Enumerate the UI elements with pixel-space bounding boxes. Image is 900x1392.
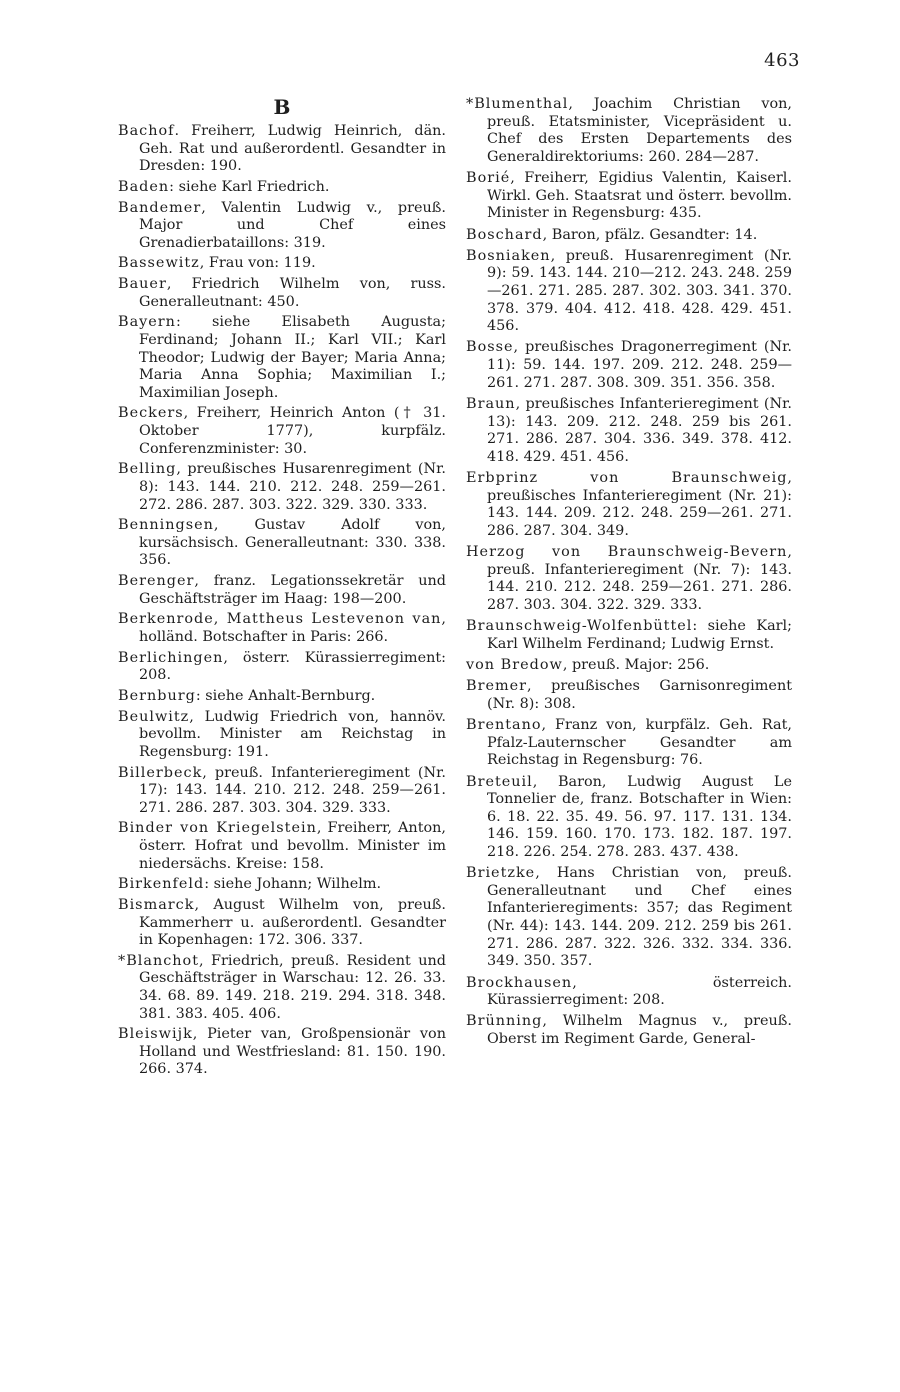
- entry-term: Brockhausen: [466, 974, 573, 991]
- entry-text: , preußisches Garnisonregiment (Nr. 8): 308.: [487, 678, 792, 712]
- entry-term: Bosse: [466, 339, 514, 356]
- index-entry: [118, 314, 446, 402]
- entry-term: Boschard: [466, 226, 543, 243]
- entry-term: von Bredow: [466, 657, 563, 673]
- entry-term: Borié: [466, 170, 511, 187]
- letter-heading: B: [273, 95, 291, 119]
- entry-text: : siehe Karl; Karl Wilhelm Ferdinand; Ludwig Ernst.: [487, 618, 792, 652]
- entry-text: , preußisches Infanterieregiment (Nr. 21): 143. 144. 209. 212. 248. 259—261. 271. 286. 287. 304. 349.: [487, 470, 792, 539]
- index-entry: [466, 470, 792, 540]
- entry-term: Berenger: [118, 573, 195, 590]
- entry-text: , Baron, Ludwig August Le Tonnelier de, franz. Botschafter in Wien: 6. 18. 22. 35. 49. 56. 97. 117. 131. 134. 146. 159. 160. 170. 173. 182. 187. 197. 218. 226. 254. 278. 283. 437. 438.: [487, 773, 792, 860]
- index-entry: [118, 897, 446, 950]
- index-entry: [118, 255, 446, 273]
- entry-term: Brietzke: [466, 865, 536, 882]
- index-entry: [466, 248, 792, 336]
- right-column: [466, 96, 792, 1052]
- entry-term: Bayern: [118, 314, 176, 331]
- entry-text: , österr. Kürassierregiment: 208.: [139, 649, 446, 684]
- entry-text: , Gustav Adolf von, kursächsisch. Generalleutnant: 330. 338. 356.: [139, 517, 446, 569]
- index-entry: [118, 820, 446, 873]
- entry-term: Braun: [466, 395, 516, 412]
- entry-term: Bleiswijk: [118, 1026, 193, 1043]
- entry-text: , Frau von: 119.: [199, 255, 316, 272]
- entry-text: , Baron, pfälz. Gesandter: 14.: [542, 226, 758, 243]
- index-entry: [118, 276, 446, 311]
- index-entry: [466, 865, 792, 971]
- entry-text: , Hans Christian von, preuß. Generalleutnant und Chef eines Infanterieregiments: 357; das Regiment (Nr. 44): 143. 144. 209. 212. 259 bis 261. 271. 286. 287. 322. 326. 332. 334. 336. 349. 350. 357.: [487, 865, 792, 970]
- index-entry: [118, 709, 446, 762]
- entry-term: Bassewitz: [118, 255, 200, 272]
- index-entry: [466, 618, 792, 653]
- entry-term: Binder von Kriegelstein: [118, 820, 317, 837]
- index-entry: [466, 170, 792, 223]
- entry-text: , preuß. Husarenregiment (Nr. 9): 59. 143. 144. 210—212. 243. 248. 259—261. 271. 285. 287. 302. 303. 341. 370. 378. 379. 404. 412. 418. 428. 429. 451. 456.: [487, 247, 792, 335]
- index-entry: [118, 461, 446, 514]
- entry-term: *Blanchot: [118, 952, 199, 969]
- entry-term: Bachof: [118, 123, 175, 139]
- entry-term: Brünning: [466, 1013, 543, 1030]
- index-entry: [466, 227, 792, 245]
- entry-text: , preuß. Major: 256.: [562, 657, 710, 673]
- entry-term: Braunschweig-Wolfenbüttel: [466, 618, 693, 635]
- entry-text: : siehe Karl Friedrich.: [169, 178, 330, 195]
- entry-term: Bismarck: [118, 896, 195, 913]
- entry-term: Berlichingen: [118, 649, 224, 666]
- entry-term: Bosniaken: [466, 247, 551, 264]
- index-entry: [118, 573, 446, 608]
- entry-text: , preuß. Infanterieregiment (Nr. 17): 143. 144. 210. 212. 248. 259—261. 271. 286. 287. 303. 304. 329. 333.: [139, 764, 446, 816]
- index-entry: [466, 544, 792, 614]
- entry-term: Birkenfeld: [118, 876, 205, 893]
- index-entry: [466, 339, 792, 392]
- entry-term: Bremer: [466, 678, 528, 695]
- entry-text: : siehe Johann; Wilhelm.: [204, 876, 382, 893]
- index-entry: [466, 1013, 792, 1048]
- entry-text: , Joachim Christian von, preuß. Etatsminister, Vicepräsident u. Chef des Ersten Departements des Generaldirektoriums: 260. 284—287.: [487, 96, 792, 165]
- index-entry: [118, 123, 446, 176]
- entry-text: . Freiherr, Ludwig Heinrich, dän. Geh. Rat und außerordentl. Gesandter in Dresden: 190.: [139, 123, 446, 175]
- entry-text: , Pieter van, Großpensionär von Holland und Westfriesland: 81. 150. 190. 266. 374.: [139, 1026, 446, 1078]
- index-entry: [118, 179, 446, 197]
- entry-term: Baden: [118, 178, 170, 195]
- entry-term: Benningsen: [118, 517, 214, 534]
- entry-term: Belling: [118, 461, 177, 478]
- entry-text: , preußisches Husarenregiment (Nr. 8): 143. 144. 210. 212. 248. 259—261. 272. 286. 287. 303. 322. 329. 330. 333.: [139, 461, 446, 513]
- entry-term: Herzog von Braunschweig-Bevern: [466, 544, 788, 561]
- entry-text: , Friedrich, preuß. Resident und Geschäftsträger in Warschau: 12. 26. 33. 34. 68. 89. 149. 218. 219. 294. 318. 348. 381. 383. 405. 406.: [139, 952, 446, 1022]
- entry-text: , Franz von, kurpfälz. Geh. Rat, Pfalz-Lauternscher Gesandter am Reichstag in Regensburg: 76.: [487, 717, 792, 769]
- page-number: 463: [764, 50, 800, 71]
- entry-text: , österreich. Kürassierregiment: 208.: [487, 974, 792, 1009]
- entry-text: , Freiherr, Heinrich Anton († 31. Oktober 1777), kurpfälz. Conferenzminister: 30.: [139, 405, 446, 457]
- entry-term: Berkenrode, Mattheus Lestevenon van: [118, 611, 442, 628]
- entry-text: , Valentin Ludwig v., preuß. Major und Chef eines Grenadierbataillons: 319.: [139, 199, 446, 251]
- index-entry: [466, 774, 792, 862]
- index-entry: [118, 200, 446, 253]
- left-entry-list: [118, 123, 446, 1079]
- right-entry-list: [466, 96, 792, 1049]
- entry-term: Billerbeck: [118, 764, 203, 781]
- index-entry: [118, 1026, 446, 1079]
- index-entry: [466, 717, 792, 770]
- entry-text: , franz. Legationssekretär und Geschäftsträger im Haag: 198—200.: [139, 573, 446, 607]
- entry-text: , Freiherr, Egidius Valentin, Kaiserl. Wirkl. Geh. Staatsrat und österr. bevollm. Minister in Regensburg: 435.: [487, 170, 792, 222]
- entry-text: : siehe Anhalt-Bernburg.: [195, 687, 376, 704]
- index-entry: [118, 765, 446, 818]
- entry-term: Bandemer: [118, 199, 202, 216]
- index-entry: [466, 678, 792, 713]
- index-entry: [466, 657, 792, 675]
- index-entry: [118, 650, 446, 685]
- entry-term: Bauer: [118, 276, 167, 293]
- index-entry: [118, 405, 446, 458]
- entry-term: Bernburg: [118, 687, 196, 704]
- entry-text: , Freiherr, Anton, österr. Hofrat und bevollm. Minister im niedersächs. Kreise: 158.: [139, 820, 446, 872]
- index-entry: [118, 611, 446, 646]
- entry-text: , preuß. Infanterieregiment (Nr. 7): 143. 144. 210. 212. 248. 259—261. 271. 286. 287. 303. 304. 322. 329. 333.: [487, 544, 792, 613]
- entry-text: : siehe Elisabeth Augusta; Ferdinand; Johann II.; Karl VII.; Karl Theodor; Ludwig der Bayer; Maria Anna; Maria Anna Sophia; Maximilian I.; Maximilian Joseph.: [139, 314, 446, 401]
- index-entry: [118, 953, 446, 1023]
- index-entry: [118, 688, 446, 706]
- entry-term: Breteuil: [466, 773, 533, 790]
- entry-term: Beckers: [118, 405, 184, 422]
- entry-text: , Wilhelm Magnus v., preuß. Oberst im Regiment Garde, General-: [487, 1013, 792, 1047]
- entry-text: , holländ. Botschafter in Paris: 266.: [139, 611, 446, 645]
- entry-text: , preußisches Dragonerregiment (Nr. 11): 59. 144. 197. 209. 212. 248. 259—261. 271. 287. 308. 309. 351. 356. 358.: [487, 339, 792, 391]
- entry-text: , Friedrich Wilhelm von, russ. Generalleutnant: 450.: [139, 276, 446, 310]
- index-entry: [466, 975, 792, 1010]
- entry-text: , preußisches Infanterieregiment (Nr. 13): 143. 209. 212. 248. 259 bis 261. 271. 286. 287. 304. 336. 349. 378. 412. 418. 429. 451. 456.: [487, 395, 792, 465]
- entry-term: Erbprinz von Braunschweig: [466, 470, 788, 486]
- index-entry: [118, 517, 446, 570]
- index-entry: [466, 396, 792, 466]
- entry-text: , August Wilhelm von, preuß. Kammerherr u. außerordentl. Gesandter in Kopenhagen: 172. 306. 337.: [139, 896, 446, 949]
- entry-term: Brentano: [466, 717, 542, 734]
- index-entry: [118, 876, 446, 894]
- entry-text: , Ludwig Friedrich von, hannöv. bevollm. Minister am Reichstag in Regensburg: 191.: [139, 708, 446, 760]
- entry-term: *Blumenthal: [466, 96, 569, 112]
- index-entry: [466, 96, 792, 166]
- entry-term: Beulwitz: [118, 708, 190, 725]
- left-column: [118, 96, 446, 1082]
